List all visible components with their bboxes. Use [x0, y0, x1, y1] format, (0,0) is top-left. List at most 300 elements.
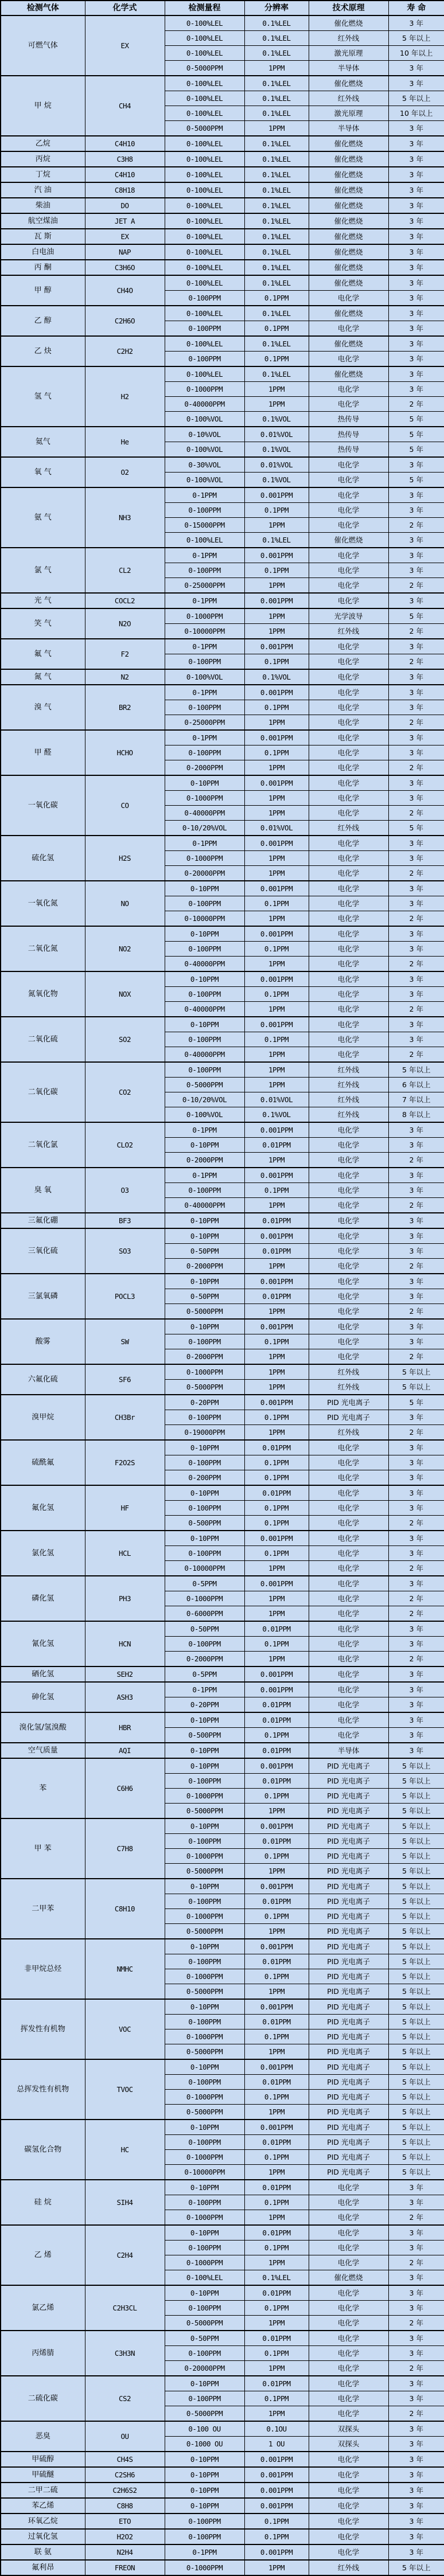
- cell-resolution: 0.01PPM: [244, 1485, 309, 1501]
- table-row: [1, 1621, 444, 1637]
- cell-chemical-formula: HCN: [85, 1621, 165, 1666]
- cell-lifespan: 3 年: [388, 2301, 444, 2316]
- cell-range: 0-100PPM: [165, 291, 244, 306]
- cell-chemical-formula: SW: [85, 1319, 165, 1364]
- cell-lifespan: 3 年: [388, 533, 444, 548]
- cell-lifespan: 3 年: [388, 1637, 444, 1652]
- cell-gas-name: 乙烷: [1, 136, 85, 151]
- cell-lifespan: 3 年: [388, 352, 444, 367]
- table-row: [1, 2180, 444, 2195]
- cell-range: 0-100PPM: [165, 987, 244, 1002]
- cell-chemical-formula: O2: [85, 457, 165, 487]
- cell-range: 0-100%LEL: [165, 167, 244, 182]
- cell-resolution: 0.1PPM: [244, 1334, 309, 1349]
- cell-lifespan: 3 年: [388, 2529, 444, 2544]
- cell-principle: 电化学: [309, 1531, 388, 1546]
- cell-gas-name: 氰化氢: [1, 1621, 85, 1666]
- cell-lifespan: 5 年以上: [388, 1924, 444, 1939]
- cell-lifespan: 5 年以上: [388, 1984, 444, 2000]
- cell-resolution: 0.1PPM: [244, 1637, 309, 1652]
- cell-chemical-formula: H2O2: [85, 2529, 165, 2544]
- cell-resolution: 0.01PPM: [244, 1834, 309, 1849]
- cell-lifespan: 3 年: [388, 136, 444, 151]
- cell-range: 0-25000PPM: [165, 715, 244, 731]
- cell-resolution: 0.1PPM: [244, 1728, 309, 1743]
- cell-principle: 催化燃烧: [309, 275, 388, 291]
- cell-principle: 电化学: [309, 1682, 388, 1697]
- cell-lifespan: 5 年以上: [388, 1909, 444, 1924]
- cell-resolution: 0.001PPM: [244, 1666, 309, 1682]
- cell-gas-name: 三氟化硼: [1, 1213, 85, 1228]
- cell-range: 0-5000PPM: [165, 1380, 244, 1395]
- cell-chemical-formula: EX: [85, 229, 165, 244]
- cell-resolution: 0.001PPM: [244, 2120, 309, 2135]
- cell-principle: PID 光电离子: [309, 2150, 388, 2165]
- table-row: [1, 971, 444, 987]
- cell-resolution: 1PPM: [244, 624, 309, 639]
- cell-principle: 热传导: [309, 412, 388, 427]
- cell-lifespan: 5 年以上: [388, 2059, 444, 2075]
- cell-resolution: 0.1PPM: [244, 1789, 309, 1804]
- cell-lifespan: 3 年: [388, 1440, 444, 1455]
- cell-principle: 电化学: [309, 382, 388, 397]
- cell-principle: 电化学: [309, 503, 388, 518]
- cell-lifespan: 5 年以上: [388, 1939, 444, 1954]
- cell-range: 0-100%VOL: [165, 473, 244, 488]
- cell-principle: 催化燃烧: [309, 182, 388, 198]
- cell-lifespan: 2 年: [388, 1198, 444, 1213]
- cell-resolution: 1PPM: [244, 760, 309, 776]
- cell-gas-name: 丙烯腈: [1, 2331, 85, 2376]
- cell-resolution: 0.1%LEL: [244, 31, 309, 46]
- cell-principle: 电化学: [309, 911, 388, 927]
- table-row: [1, 182, 444, 198]
- cell-resolution: 0.001PPM: [244, 1999, 309, 2015]
- cell-lifespan: 3 年: [388, 1289, 444, 1304]
- cell-range: 0-100PPM: [165, 2195, 244, 2210]
- cell-chemical-formula: H2: [85, 366, 165, 427]
- cell-lifespan: 3 年: [388, 503, 444, 518]
- cell-lifespan: 5 年以上: [388, 2029, 444, 2044]
- cell-principle: 电化学: [309, 1047, 388, 1063]
- cell-range: 0-1PPM: [165, 685, 244, 700]
- col-header-range: 检测量程: [165, 1, 244, 15]
- cell-range: 0-100PPM: [165, 352, 244, 367]
- cell-principle: 电化学: [309, 518, 388, 533]
- cell-range: 0-100PPM: [165, 1410, 244, 1425]
- cell-range: 0-10PPM: [165, 1999, 244, 2015]
- cell-gas-name: 丙 酮: [1, 260, 85, 275]
- cell-range: 0-100PPM: [165, 321, 244, 337]
- cell-principle: PID 光电离子: [309, 1939, 388, 1954]
- cell-resolution: 1PPM: [244, 2361, 309, 2376]
- cell-resolution: 1PPM: [244, 2255, 309, 2270]
- cell-principle: 电化学: [309, 1621, 388, 1637]
- cell-principle: 电化学: [309, 1153, 388, 1168]
- cell-resolution: 0.001PPM: [244, 1274, 309, 1289]
- cell-gas-name: 二硫化碳: [1, 2376, 85, 2421]
- cell-lifespan: 3 年: [388, 548, 444, 563]
- cell-resolution: 0.001PPM: [244, 1818, 309, 1834]
- cell-principle: 电化学: [309, 1168, 388, 1183]
- cell-range: 0-100PPM: [165, 1183, 244, 1198]
- cell-range: 0-10PPM: [165, 1274, 244, 1289]
- cell-lifespan: 5 年以上: [388, 1380, 444, 1395]
- cell-lifespan: 3 年: [388, 167, 444, 182]
- cell-resolution: 0.1%VOL: [244, 442, 309, 458]
- cell-lifespan: 5 年以上: [388, 1849, 444, 1864]
- cell-lifespan: 2 年: [388, 1153, 444, 1168]
- cell-resolution: 0.1PPM: [244, 1909, 309, 1924]
- cell-lifespan: 5 年: [388, 608, 444, 624]
- cell-resolution: 0.1%VOL: [244, 473, 309, 488]
- cell-lifespan: 3 年: [388, 1410, 444, 1425]
- cell-lifespan: 3 年: [388, 791, 444, 806]
- cell-range: 0-100PPM: [165, 1774, 244, 1789]
- cell-range: 0-100%VOL: [165, 412, 244, 427]
- cell-resolution: 0.1%LEL: [244, 2270, 309, 2286]
- cell-lifespan: 3 年: [388, 563, 444, 578]
- cell-gas-name: 磷化氢: [1, 1576, 85, 1621]
- cell-lifespan: 3 年: [388, 213, 444, 229]
- cell-principle: 红外线: [309, 1092, 388, 1107]
- cell-lifespan: 10 年以上: [388, 106, 444, 121]
- cell-lifespan: 3 年: [388, 2241, 444, 2255]
- cell-resolution: 1PPM: [244, 518, 309, 533]
- cell-lifespan: 2 年: [388, 624, 444, 639]
- cell-resolution: 0.1PPM: [244, 2029, 309, 2044]
- cell-chemical-formula: C2H2: [85, 336, 165, 366]
- cell-resolution: 1PPM: [244, 1561, 309, 1576]
- cell-resolution: 0.1%VOL: [244, 412, 309, 427]
- cell-lifespan: 5 年: [388, 412, 444, 427]
- table-row: [1, 2498, 444, 2513]
- table-row: [1, 2331, 444, 2346]
- cell-principle: PID 光电离子: [309, 2044, 388, 2060]
- cell-chemical-formula: H2S: [85, 836, 165, 881]
- cell-range: 0-5000PPM: [165, 2044, 244, 2060]
- cell-resolution: 0.1PPM: [244, 1969, 309, 1984]
- cell-principle: 电化学: [309, 2241, 388, 2255]
- cell-resolution: 0.001PPM: [244, 775, 309, 791]
- cell-principle: 红外线: [309, 31, 388, 46]
- cell-principle: 电化学: [309, 2498, 388, 2513]
- cell-principle: 红外线: [309, 821, 388, 836]
- cell-lifespan: 2 年: [388, 2255, 444, 2270]
- cell-chemical-formula: NOX: [85, 971, 165, 1017]
- table-row: [1, 1319, 444, 1334]
- cell-chemical-formula: NH3: [85, 487, 165, 548]
- cell-lifespan: 3 年: [388, 942, 444, 957]
- cell-lifespan: 5 年以上: [388, 2015, 444, 2029]
- cell-lifespan: 3 年: [388, 76, 444, 91]
- cell-gas-name: 氧 气: [1, 457, 85, 487]
- cell-principle: 催化燃烧: [309, 213, 388, 229]
- cell-chemical-formula: HBR: [85, 1712, 165, 1743]
- cell-resolution: 0.001PPM: [244, 926, 309, 942]
- cell-gas-name: 三氧化硫: [1, 1228, 85, 1274]
- cell-principle: 电化学: [309, 487, 388, 503]
- cell-chemical-formula: C3H3N: [85, 2331, 165, 2376]
- cell-lifespan: 3 年: [388, 1032, 444, 1047]
- table-row: [1, 1758, 444, 1774]
- cell-resolution: 1PPM: [244, 851, 309, 866]
- cell-chemical-formula: SO2: [85, 1017, 165, 1062]
- cell-principle: 电化学: [309, 1697, 388, 1713]
- cell-chemical-formula: N2H4: [85, 2544, 165, 2560]
- cell-lifespan: 2 年: [388, 2361, 444, 2376]
- cell-principle: 电化学: [309, 2467, 388, 2483]
- cell-resolution: 0.1%VOL: [244, 669, 309, 685]
- cell-range: 0-100PPM: [165, 1834, 244, 1849]
- cell-range: 0-100PPM: [165, 1501, 244, 1516]
- cell-principle: 红外线: [309, 91, 388, 106]
- cell-principle: 电化学: [309, 639, 388, 654]
- cell-range: 0-10PPM: [165, 1531, 244, 1546]
- cell-gas-name: 氟 气: [1, 639, 85, 669]
- cell-lifespan: 5 年以上: [388, 2090, 444, 2105]
- cell-gas-name: 白电油: [1, 244, 85, 260]
- cell-lifespan: 5 年以上: [388, 1818, 444, 1834]
- cell-range: 0-1000PPM: [165, 1849, 244, 1864]
- cell-gas-name: 乙 烯: [1, 2225, 85, 2285]
- cell-principle: PID 光电离子: [309, 1909, 388, 1924]
- cell-resolution: 0.1%LEL: [244, 15, 309, 31]
- cell-lifespan: 5 年以上: [388, 2075, 444, 2090]
- cell-gas-name: 空气质量: [1, 1743, 85, 1758]
- cell-lifespan: 2 年: [388, 1304, 444, 1320]
- cell-principle: 电化学: [309, 2529, 388, 2544]
- cell-principle: PID 光电离子: [309, 2120, 388, 2135]
- cell-range: 0-5000PPM: [165, 61, 244, 76]
- cell-principle: 电化学: [309, 2255, 388, 2270]
- cell-resolution: 0.1PPM: [244, 1410, 309, 1425]
- cell-resolution: 1PPM: [244, 911, 309, 927]
- cell-range: 0-10PPM: [165, 2285, 244, 2301]
- cell-principle: 电化学: [309, 1259, 388, 1274]
- table-row: [1, 76, 444, 91]
- cell-range: 0-2000PPM: [165, 1153, 244, 1168]
- cell-resolution: 0.01PPM: [244, 2225, 309, 2241]
- cell-lifespan: 2 年: [388, 1591, 444, 1606]
- cell-resolution: 0.01PPM: [244, 1954, 309, 1969]
- cell-resolution: 0.001PPM: [244, 1017, 309, 1032]
- cell-principle: PID 光电离子: [309, 1849, 388, 1864]
- cell-lifespan: 3 年: [388, 926, 444, 942]
- cell-range: 0-100PPM: [165, 503, 244, 518]
- cell-lifespan: 3 年: [388, 2437, 444, 2452]
- cell-lifespan: 2 年: [388, 654, 444, 670]
- cell-range: 0-10PPM: [165, 2483, 244, 2498]
- table-row: [1, 2225, 444, 2241]
- cell-chemical-formula: JET A: [85, 213, 165, 229]
- cell-chemical-formula: CLO2: [85, 1122, 165, 1168]
- cell-resolution: 0.1%LEL: [244, 533, 309, 548]
- cell-range: 0-10PPM: [165, 1213, 244, 1228]
- cell-principle: PID 光电离子: [309, 2015, 388, 2029]
- cell-principle: 电化学: [309, 291, 388, 306]
- cell-lifespan: 3 年: [388, 366, 444, 382]
- cell-lifespan: 3 年: [388, 321, 444, 337]
- cell-chemical-formula: CS2: [85, 2376, 165, 2421]
- cell-chemical-formula: FREON: [85, 2560, 165, 2575]
- cell-gas-name: 碳氢化合物: [1, 2120, 85, 2180]
- cell-resolution: 1PPM: [244, 382, 309, 397]
- cell-range: 0-1000PPM: [165, 2560, 244, 2575]
- cell-principle: 催化燃烧: [309, 366, 388, 382]
- cell-resolution: 0.001PPM: [244, 593, 309, 608]
- cell-resolution: 0.01PPM: [244, 1244, 309, 1259]
- cell-resolution: 0.001PPM: [244, 1168, 309, 1183]
- cell-range: 0-1000PPM: [165, 608, 244, 624]
- cell-principle: 电化学: [309, 1274, 388, 1289]
- cell-range: 0-10PPM: [165, 2452, 244, 2467]
- cell-gas-name: 硒化氢: [1, 1666, 85, 1682]
- cell-range: 0-10PPM: [165, 1743, 244, 1758]
- cell-lifespan: 3 年: [388, 669, 444, 685]
- cell-chemical-formula: NAP: [85, 244, 165, 260]
- cell-gas-name: 甲 烷: [1, 76, 85, 136]
- cell-principle: 电化学: [309, 2331, 388, 2346]
- cell-range: 0-10PPM: [165, 881, 244, 896]
- cell-chemical-formula: ETO: [85, 2513, 165, 2529]
- cell-resolution: 1PPM: [244, 1002, 309, 1017]
- cell-resolution: 0.1%LEL: [244, 275, 309, 291]
- cell-resolution: 0.1PPM: [244, 2195, 309, 2210]
- cell-principle: 催化燃烧: [309, 15, 388, 31]
- cell-principle: 电化学: [309, 1501, 388, 1516]
- cell-resolution: 1PPM: [244, 957, 309, 972]
- cell-principle: 电化学: [309, 2301, 388, 2316]
- cell-gas-name: 二氧化氮: [1, 926, 85, 971]
- cell-principle: 电化学: [309, 685, 388, 700]
- cell-principle: PID 光电离子: [309, 2075, 388, 2090]
- cell-principle: 催化燃烧: [309, 136, 388, 151]
- cell-principle: 电化学: [309, 2406, 388, 2422]
- cell-principle: 电化学: [309, 593, 388, 608]
- cell-principle: 电化学: [309, 1652, 388, 1667]
- table-row: [1, 1440, 444, 1455]
- cell-range: 0-10000PPM: [165, 1561, 244, 1576]
- cell-range: 0-100%LEL: [165, 106, 244, 121]
- cell-resolution: 0.1%LEL: [244, 151, 309, 167]
- cell-resolution: 1PPM: [244, 2316, 309, 2331]
- cell-principle: 催化燃烧: [309, 76, 388, 91]
- cell-lifespan: 3 年: [388, 700, 444, 715]
- cell-lifespan: 3 年: [388, 151, 444, 167]
- cell-range: 0-1000PPM: [165, 1969, 244, 1984]
- cell-principle: 电化学: [309, 1244, 388, 1259]
- cell-principle: 电化学: [309, 2195, 388, 2210]
- cell-principle: 电化学: [309, 2225, 388, 2241]
- cell-range: 0-1PPM: [165, 1682, 244, 1697]
- cell-resolution: 1PPM: [244, 1425, 309, 1441]
- cell-principle: 催化燃烧: [309, 2270, 388, 2286]
- cell-principle: 电化学: [309, 1485, 388, 1501]
- cell-range: 0-500PPM: [165, 1728, 244, 1743]
- cell-range: 0-10PPM: [165, 2376, 244, 2391]
- cell-resolution: 0.1PPM: [244, 352, 309, 367]
- cell-resolution: 0.001PPM: [244, 487, 309, 503]
- cell-resolution: 1PPM: [244, 715, 309, 731]
- cell-chemical-formula: CH3Br: [85, 1395, 165, 1440]
- table-row: [1, 1395, 444, 1410]
- cell-principle: 电化学: [309, 791, 388, 806]
- table-row: [1, 1228, 444, 1244]
- cell-principle: PID 光电离子: [309, 1879, 388, 1894]
- cell-range: 0-5000PPM: [165, 2105, 244, 2120]
- cell-principle: 电化学: [309, 457, 388, 473]
- table-row: [1, 229, 444, 244]
- table-row: [1, 2285, 444, 2301]
- cell-range: 0-10PPM: [165, 1440, 244, 1455]
- table-row: [1, 336, 444, 352]
- cell-lifespan: 3 年: [388, 836, 444, 851]
- cell-principle: 红外线: [309, 1107, 388, 1123]
- cell-resolution: 1PPM: [244, 1864, 309, 1879]
- cell-range: 0-10PPM: [165, 2467, 244, 2483]
- cell-resolution: 0.1PPM: [244, 2391, 309, 2406]
- cell-chemical-formula: F2: [85, 639, 165, 669]
- cell-lifespan: 5 年以上: [388, 2044, 444, 2060]
- cell-resolution: 1PPM: [244, 1062, 309, 1078]
- cell-chemical-formula: CH4S: [85, 2452, 165, 2467]
- cell-chemical-formula: C8H8: [85, 2498, 165, 2513]
- table-row: [1, 2452, 444, 2467]
- cell-principle: 光学波导: [309, 608, 388, 624]
- cell-lifespan: 3 年: [388, 2452, 444, 2467]
- cell-resolution: 0.1PPM: [244, 1032, 309, 1047]
- table-row: [1, 1485, 444, 1501]
- cell-resolution: 0.001PPM: [244, 1939, 309, 1954]
- cell-principle: 电化学: [309, 1712, 388, 1728]
- cell-range: 0-10PPM: [165, 1138, 244, 1153]
- cell-resolution: 1PPM: [244, 2044, 309, 2060]
- cell-resolution: 0.1PPM: [244, 321, 309, 337]
- cell-resolution: 1 OU: [244, 2437, 309, 2452]
- cell-principle: 电化学: [309, 1198, 388, 1213]
- cell-resolution: 0.01%VOL: [244, 1092, 309, 1107]
- cell-principle: 红外线: [309, 1425, 388, 1441]
- cell-chemical-formula: C8H10: [85, 1879, 165, 1939]
- cell-principle: PID 光电离子: [309, 1758, 388, 1774]
- cell-range: 0-40000PPM: [165, 1047, 244, 1063]
- cell-principle: PID 光电离子: [309, 1894, 388, 1909]
- cell-range: 0-100PPM: [165, 1455, 244, 1470]
- cell-range: 0-25000PPM: [165, 578, 244, 594]
- cell-chemical-formula: C2SH6: [85, 2467, 165, 2483]
- cell-chemical-formula: C3H6O: [85, 260, 165, 275]
- cell-resolution: 1PPM: [244, 2165, 309, 2180]
- cell-range: 0-100%LEL: [165, 76, 244, 91]
- table-row: [1, 608, 444, 624]
- table-row: [1, 593, 444, 608]
- cell-principle: 电化学: [309, 700, 388, 715]
- cell-chemical-formula: POCL3: [85, 1274, 165, 1319]
- cell-resolution: 0.01%VOL: [244, 427, 309, 442]
- cell-resolution: 0.01PPM: [244, 2015, 309, 2029]
- cell-principle: 电化学: [309, 1637, 388, 1652]
- cell-chemical-formula: C2H6O: [85, 306, 165, 336]
- cell-principle: PID 光电离子: [309, 2105, 388, 2120]
- cell-resolution: 0.001PPM: [244, 685, 309, 700]
- cell-principle: 电化学: [309, 1334, 388, 1349]
- cell-range: 0-1000PPM: [165, 851, 244, 866]
- cell-principle: 电化学: [309, 654, 388, 670]
- cell-principle: 电化学: [309, 2180, 388, 2195]
- cell-range: 0-40000PPM: [165, 1002, 244, 1017]
- cell-range: 0-100PPM: [165, 1546, 244, 1561]
